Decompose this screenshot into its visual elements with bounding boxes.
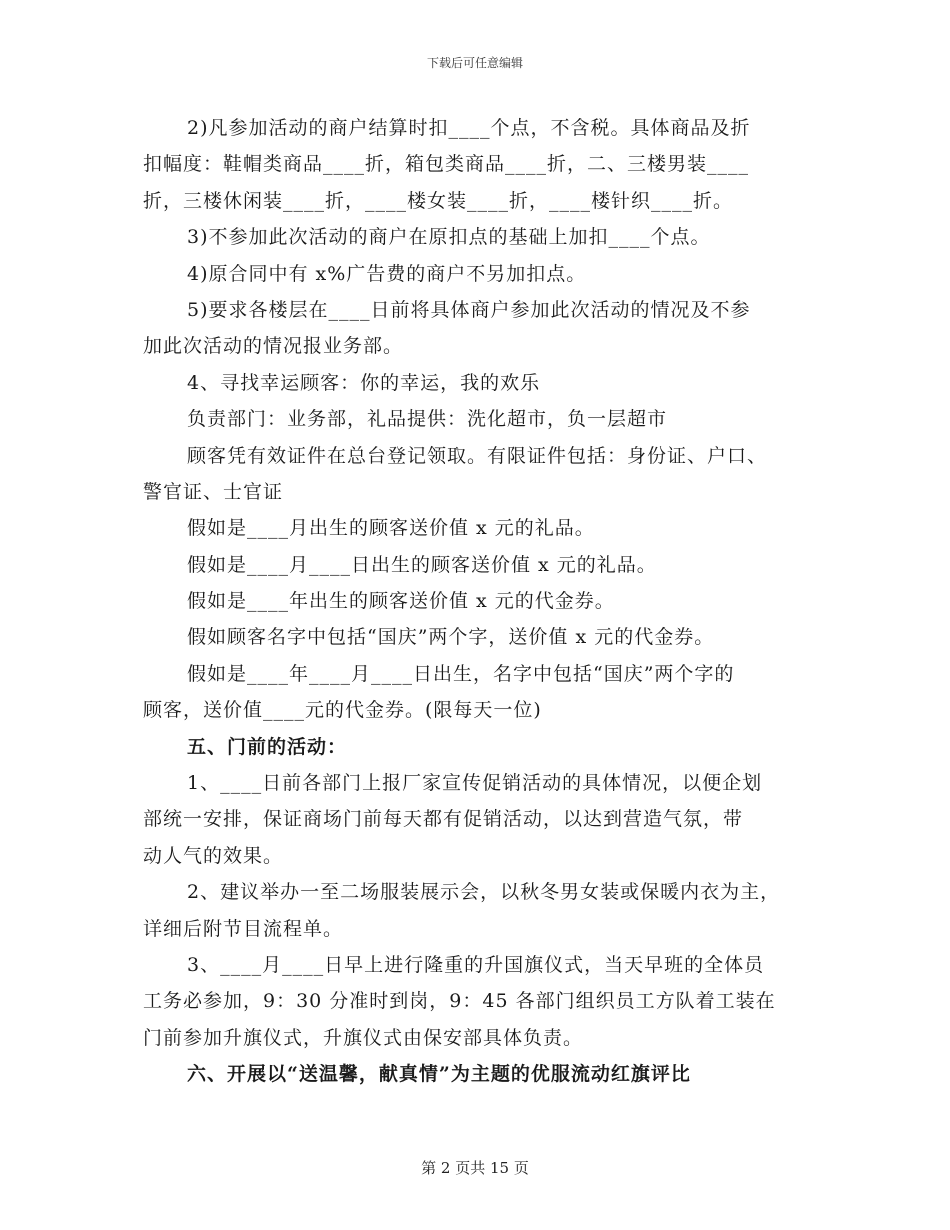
- page-header: 下载后可任意编辑: [426, 56, 523, 70]
- text-line: 动人气的效果。: [143, 844, 284, 867]
- text-line: 假如是____月出生的顾客送价值 x 元的礼品。: [187, 517, 595, 540]
- page-footer: 第 2 页共 15 页: [421, 1159, 529, 1177]
- text-line: 顾客凭有效证件在总台登记领取。有限证件包括：身份证、户口、: [187, 444, 768, 467]
- section-heading: 五、门前的活动：: [187, 735, 348, 758]
- text-line: 2、建议举办一至二场服装展示会，以秋冬男女装或保暖内衣为主，: [187, 881, 781, 904]
- section-heading: 六、开展以“送温馨，献真情”为主题的优服流动红旗评比: [187, 1063, 691, 1086]
- text-line: 警官证、士官证: [143, 480, 284, 503]
- text-line: 假如是____年____月____日出生，名字中包括“国庆”两个字的: [187, 662, 735, 685]
- text-line: 假如是____年出生的顾客送价值 x 元的代金券。: [187, 590, 615, 613]
- text-line: 4、寻找幸运顾客：你的幸运，我的欢乐: [187, 371, 541, 394]
- text-line: 3)不参加此次活动的商户在原扣点的基础上加扣____个点。: [187, 226, 711, 249]
- text-line: 负责部门：业务部，礼品提供：洗化超市，负一层超市: [187, 408, 668, 431]
- text-line: 1、____日前各部门上报厂家宣传促销活动的具体情况，以便企划: [187, 772, 763, 795]
- text-line: 假如是____月____日出生的顾客送价值 x 元的礼品。: [187, 553, 657, 576]
- text-line: 5)要求各楼层在____日前将具体商户参加此次活动的情况及不参: [187, 298, 751, 321]
- text-line: 门前参加升旗仪式，升旗仪式由保安部具体负责。: [143, 1026, 584, 1049]
- text-line: 折，三楼休闲装____折，____楼女装____折，____楼针织____折。: [143, 189, 734, 212]
- text-line: 扣幅度：鞋帽类商品____折，箱包类商品____折，二、三楼男装____: [143, 153, 750, 176]
- text-line: 顾客，送价值____元的代金券。(限每天一位): [143, 699, 542, 722]
- text-line: 部统一安排，保证商场门前每天都有促销活动，以达到营造气氛，带: [143, 808, 744, 831]
- document-body: [143, 110, 813, 1093]
- text-line: 详细后附节目流程单。: [143, 917, 344, 940]
- text-line: 假如顾客名字中包括“国庆”两个字，送价值 x 元的代金券。: [187, 626, 715, 649]
- text-line: 3、____月____日早上进行隆重的升国旗仪式，当天早班的全体员: [187, 953, 765, 976]
- text-line: 加此次活动的情况报业务部。: [143, 335, 404, 358]
- text-line: 2)凡参加活动的商户结算时扣____个点，不含税。具体商品及折: [187, 117, 751, 139]
- text-line: 工务必参加，9：30 分准时到岗，9：45 各部门组织员工方队着工装在: [143, 990, 776, 1013]
- text-line: 4)原合同中有 x%广告费的商户不另加扣点。: [187, 262, 587, 285]
